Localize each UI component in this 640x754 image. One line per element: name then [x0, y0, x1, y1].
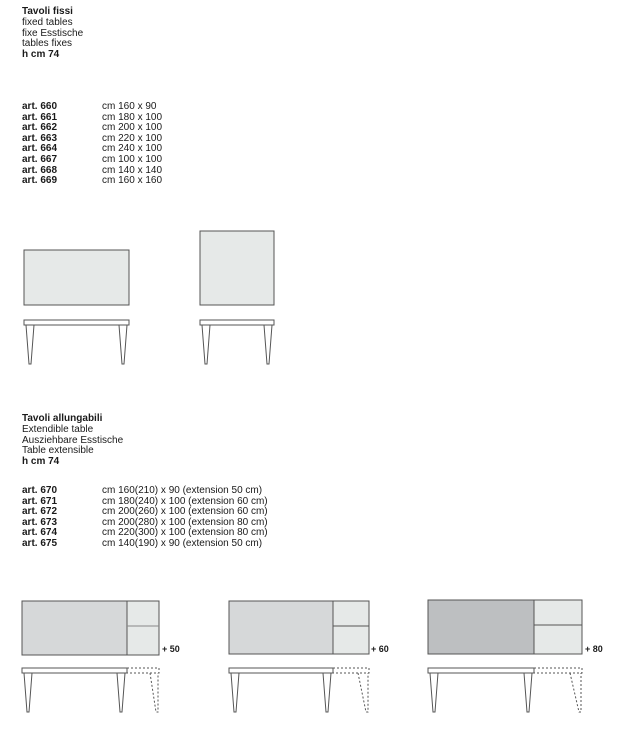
extendible-table-elevation-2	[229, 668, 369, 712]
article-number: art. 669	[22, 175, 58, 187]
article-size: cm 180(240) x 100 (extension 60 cm)	[102, 495, 268, 507]
extension-leaf-plan-3	[534, 600, 582, 654]
fixed-name-fr: tables fixes	[22, 38, 73, 50]
article-number: art. 675	[22, 537, 58, 549]
extension-label-3: + 80	[585, 644, 603, 654]
article-size: cm 220 x 100	[102, 132, 163, 144]
article-number: art. 663	[22, 132, 58, 144]
extendible-tabletop-plan-2	[229, 601, 333, 654]
article-size: cm 220(300) x 100 (extension 80 cm)	[102, 527, 268, 539]
extension-leaf-plan-1	[127, 601, 159, 655]
fixed-height: h cm 74	[22, 49, 60, 61]
article-number: art. 661	[22, 111, 58, 123]
extendible-tabletop-plan-1	[22, 601, 127, 655]
rectangular-table-elevation	[24, 320, 129, 364]
article-size: cm 140(190) x 90 (extension 50 cm)	[102, 537, 263, 549]
article-size: cm 240 x 100	[102, 143, 163, 155]
extendible-table-elevation-3	[428, 668, 582, 712]
article-size: cm 200(280) x 100 (extension 80 cm)	[102, 516, 268, 528]
extension-label-1: + 50	[162, 644, 180, 654]
article-number: art. 672	[22, 506, 58, 518]
extendible-name-fr: Table extensible	[22, 445, 94, 457]
article-number: art. 660	[22, 101, 58, 112]
article-size: cm 160 x 160	[102, 175, 163, 187]
article-size: cm 200 x 100	[102, 122, 163, 134]
article-size: cm 100 x 100	[102, 153, 163, 165]
article-number: art. 664	[22, 143, 58, 155]
article-number: art. 662	[22, 122, 58, 134]
square-table-elevation	[200, 320, 274, 364]
extendible-name-de: Ausziehbare Esstische	[22, 434, 124, 446]
article-size: cm 160(210) x 90 (extension 50 cm)	[102, 485, 263, 496]
extendible-height: h cm 74	[22, 456, 60, 468]
article-size: cm 160 x 90	[102, 101, 157, 112]
extension-leaf-plan-2	[333, 601, 369, 654]
fixed-name-en: fixed tables	[22, 16, 73, 28]
article-number: art. 670	[22, 485, 58, 496]
article-size: cm 180 x 100	[102, 111, 163, 123]
article-size: cm 200(260) x 100 (extension 60 cm)	[102, 506, 268, 518]
article-number: art. 671	[22, 495, 58, 507]
rectangular-tabletop-plan	[24, 250, 129, 305]
article-number: art. 674	[22, 527, 58, 539]
extendible-title: Tavoli allungabili	[22, 413, 103, 424]
square-tabletop-plan	[200, 231, 274, 305]
fixed-title: Tavoli fissi	[22, 6, 73, 17]
extendible-table-elevation-1	[22, 668, 159, 712]
article-size: cm 140 x 140	[102, 164, 163, 176]
extension-label-2: + 60	[371, 644, 389, 654]
fixed-name-de: fixe Esstische	[22, 27, 84, 39]
article-number: art. 667	[22, 153, 58, 165]
article-number: art. 668	[22, 164, 58, 176]
extendible-name-en: Extendible table	[22, 423, 94, 435]
article-number: art. 673	[22, 516, 58, 528]
extendible-tabletop-plan-3	[428, 600, 534, 654]
